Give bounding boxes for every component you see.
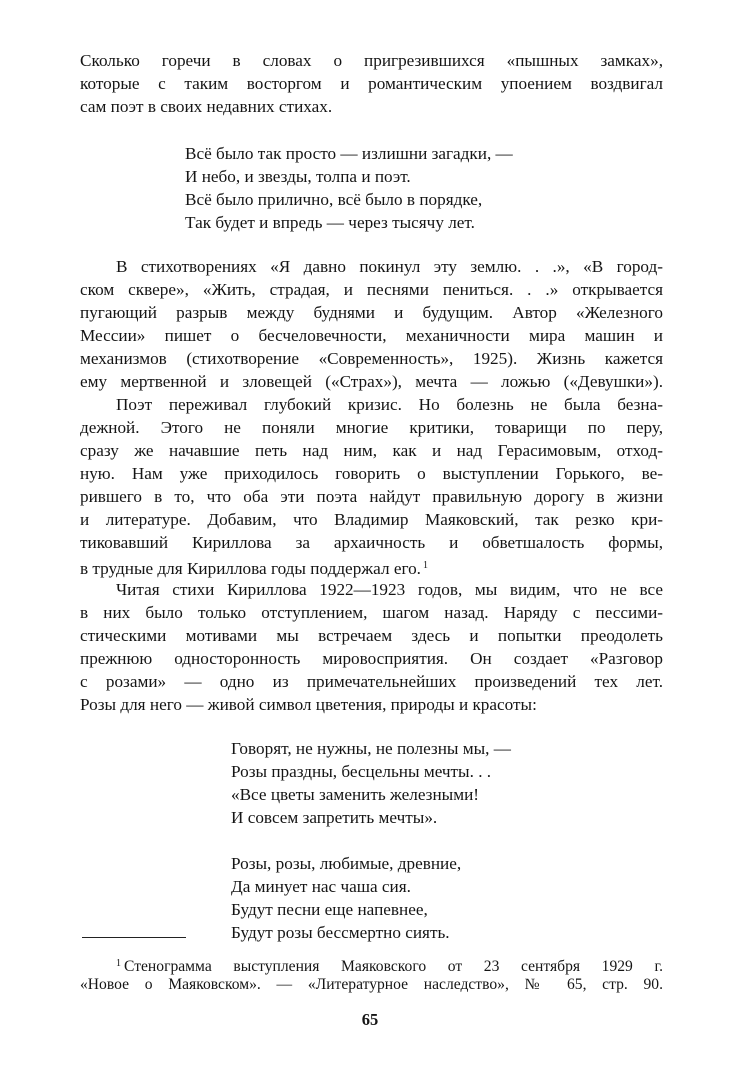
text-line: Поэт переживал глубокий кризис. Но болезнь не была безна- xyxy=(116,395,663,414)
verse-line: Будут песни еще напевнее, xyxy=(231,900,428,919)
text-line: Читая стихи Кириллова 1922—1923 годов, мы видим, что не все xyxy=(116,580,663,599)
text-line: с розами» — одно из примечательнейших произведений тех лет. xyxy=(80,672,663,691)
text-line: механизмов (стихотворение «Современность», 1925). Жизнь кажется xyxy=(80,349,663,368)
footnote-text: Стенограмма выступления Маяковского от 23 сентября 1929 г. xyxy=(124,958,663,975)
footnote-line: «Новое о Маяковском». — «Литературное наследство», № 65, стр. 90. xyxy=(80,976,663,993)
text-line: рившего в то, что оба эти поэта найдут правильную дорогу в жизни xyxy=(80,487,663,506)
verse-line: Да минует нас чаша сия. xyxy=(231,877,411,896)
text-line: Розы для него — живой символ цветения, природы и красоты: xyxy=(80,695,537,714)
verse-line: «Все цветы заменить железными! xyxy=(231,785,480,804)
text-line: ском сквере», «Жить, страдая, и песнями пениться. . .» открывается xyxy=(80,280,663,299)
text-line: пугающий разрыв между буднями и будущим. Автор «Железного xyxy=(80,303,663,322)
verse-line: Так будет и впредь — через тысячу лет. xyxy=(185,213,475,232)
text-span: в трудные для Кириллова годы поддержал его. xyxy=(80,559,421,578)
text-line xyxy=(80,555,663,580)
text-line: ему мертвенной и зловещей («Страх»), мечта — ложью («Девушки»). xyxy=(80,372,663,391)
verse-line: И небо, и звезды, толпа и поэт. xyxy=(185,167,411,186)
text-line: и литературе. Добавим, что Владимир Маяковский, так резко кри- xyxy=(80,510,663,529)
verse-line: Розы праздны, бесцельны мечты. . . xyxy=(231,762,492,781)
footnote-line xyxy=(116,954,663,977)
text-line: сам поэт в своих недавних стихах. xyxy=(80,97,333,116)
text-line: дежной. Этого не поняли многие критики, товарищи по перу, xyxy=(80,418,663,437)
text-line: Сколько горечи в словах о пригрезившихся «пышных замках», xyxy=(80,51,663,70)
footnote-marker: 1 xyxy=(116,958,121,969)
verse-line: Будут розы бессмертно сиять. xyxy=(231,923,450,942)
verse-line: Всё было прилично, всё было в порядке, xyxy=(185,190,483,209)
text-line: ную. Нам уже приходилось говорить о выступлении Горького, ве- xyxy=(80,464,663,483)
verse-line: Розы, розы, любимые, древние, xyxy=(231,854,462,873)
text-line: прежнюю односторонность мировосприятия. Он создает «Разговор xyxy=(80,649,663,668)
text-line: стическими мотивами мы встречаем здесь и попытки преодолеть xyxy=(80,626,663,645)
text-line: сразу же начавшие петь над ним, как и над Герасимовым, отход- xyxy=(80,441,663,460)
page-number: 65 xyxy=(361,1010,379,1029)
text-line: которые с таким восторгом и романтическим упоением воздвигал xyxy=(80,74,663,93)
footnote-divider xyxy=(82,937,186,938)
verse-line: И совсем запретить мечты». xyxy=(231,808,438,827)
verse-line: Говорят, не нужны, не полезны мы, — xyxy=(231,739,511,758)
verse-line: Всё было так просто — излишни загадки, — xyxy=(185,144,513,163)
text-line: тиковавший Кириллова за архаичность и обветшалость формы, xyxy=(80,533,663,552)
footnote-reference: 1 xyxy=(422,560,428,571)
text-line: в них было только отступлением, шагом назад. Наряду с пессими- xyxy=(80,603,663,622)
text-line: Мессии» пишет о бесчеловечности, механичности мира машин и xyxy=(80,326,663,345)
text-line: В стихотворениях «Я давно покинул эту землю. . .», «В город- xyxy=(116,257,663,276)
